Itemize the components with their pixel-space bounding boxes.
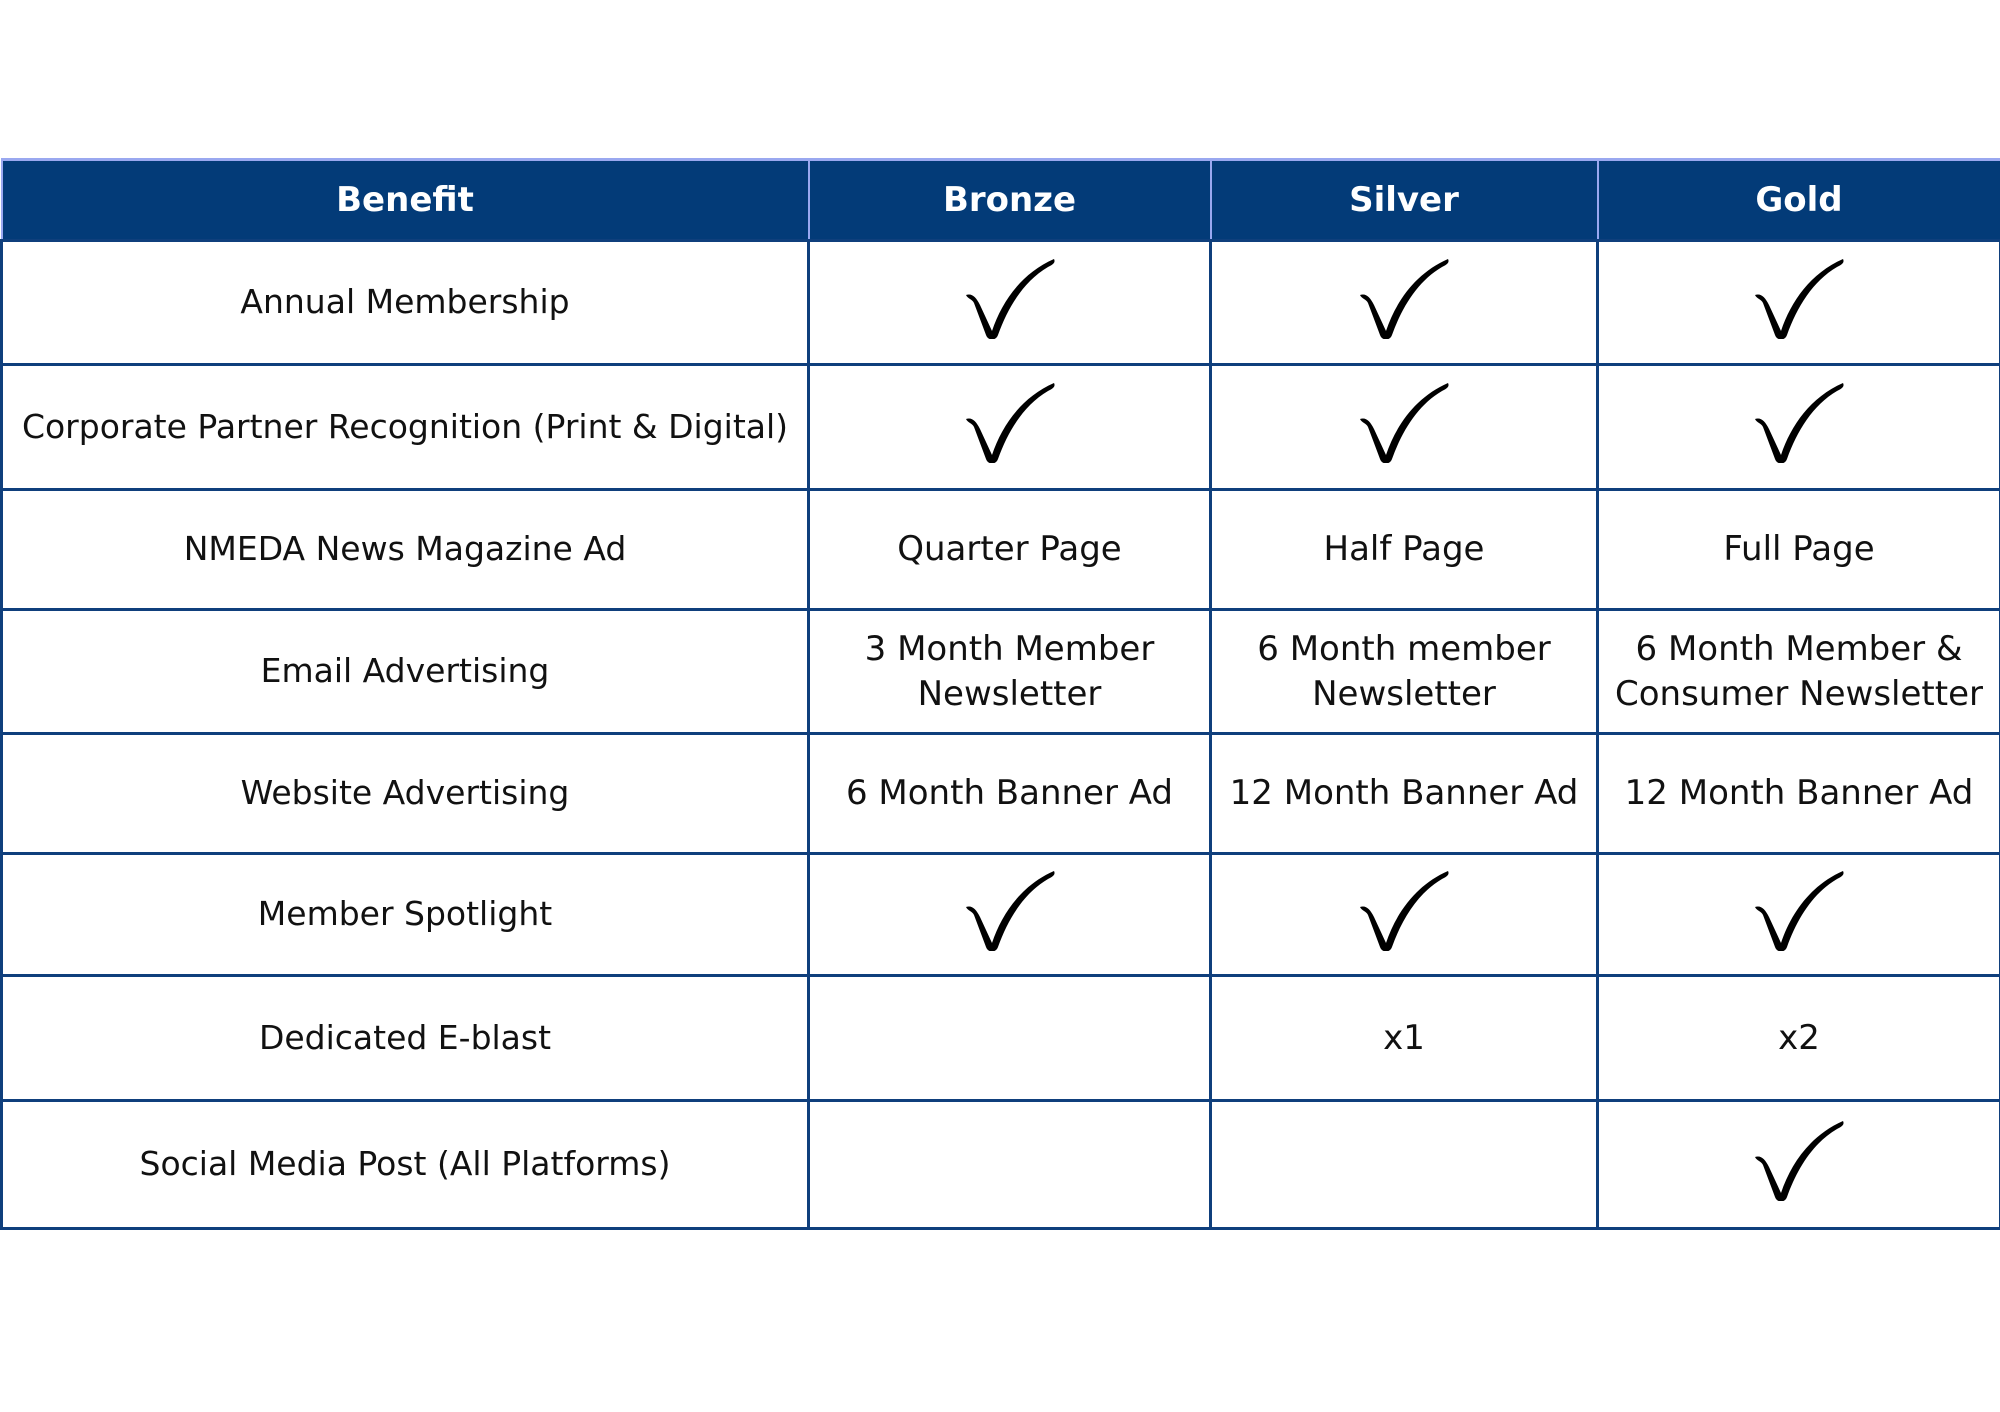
silver-cell: 12 Month Banner Ad (1211, 734, 1598, 854)
gold-cell (1598, 1101, 2000, 1229)
gold-cell (1598, 854, 2000, 976)
benefit-cell: Website Advertising (2, 734, 809, 854)
checkmark-icon (1356, 867, 1452, 951)
table-row (2, 610, 2000, 734)
bronze-cell: 6 Month Banner Ad (809, 734, 1211, 854)
benefit-cell: Corporate Partner Recognition (Print & Digital) (2, 365, 809, 490)
benefit-cell: Member Spotlight (2, 854, 809, 976)
table-row (2, 1101, 2000, 1229)
bronze-cell: Quarter Page (809, 490, 1211, 610)
table-row (2, 976, 2000, 1101)
checkmark-icon (1751, 1117, 1847, 1201)
checkmark-icon (962, 255, 1058, 339)
bronze-cell (809, 1101, 1211, 1229)
header-gold: Gold (1598, 160, 2000, 241)
gold-cell: x2 (1598, 976, 2000, 1101)
benefits-comparison-table (0, 158, 2000, 1230)
bronze-cell (809, 976, 1211, 1101)
table-row (2, 241, 2000, 365)
benefit-cell: Email Advertising (2, 610, 809, 734)
benefit-cell: Annual Membership (2, 241, 809, 365)
checkmark-icon (1751, 379, 1847, 463)
bronze-cell (809, 854, 1211, 976)
silver-cell: x1 (1211, 976, 1598, 1101)
table-row (2, 854, 2000, 976)
gold-cell: 12 Month Banner Ad (1598, 734, 2000, 854)
gold-cell (1598, 365, 2000, 490)
silver-cell (1211, 241, 1598, 365)
table-row (2, 490, 2000, 610)
benefit-cell: Social Media Post (All Platforms) (2, 1101, 809, 1229)
checkmark-icon (1751, 867, 1847, 951)
header-bronze: Bronze (809, 160, 1211, 241)
gold-cell: Full Page (1598, 490, 2000, 610)
header-benefit: Benefit (2, 160, 809, 241)
checkmark-icon (1356, 255, 1452, 339)
silver-cell: 6 Month member Newsletter (1211, 610, 1598, 734)
checkmark-icon (962, 867, 1058, 951)
gold-cell: 6 Month Member & Consumer Newsletter (1598, 610, 2000, 734)
silver-cell (1211, 365, 1598, 490)
bronze-cell (809, 365, 1211, 490)
bronze-cell: 3 Month Member Newsletter (809, 610, 1211, 734)
silver-cell: Half Page (1211, 490, 1598, 610)
checkmark-icon (962, 379, 1058, 463)
benefit-cell: Dedicated E-blast (2, 976, 809, 1101)
header-row (2, 160, 2000, 241)
table-row (2, 365, 2000, 490)
checkmark-icon (1356, 379, 1452, 463)
benefit-cell: NMEDA News Magazine Ad (2, 490, 809, 610)
silver-cell (1211, 854, 1598, 976)
checkmark-icon (1751, 255, 1847, 339)
header-silver: Silver (1211, 160, 1598, 241)
gold-cell (1598, 241, 2000, 365)
silver-cell (1211, 1101, 1598, 1229)
bronze-cell (809, 241, 1211, 365)
table-row (2, 734, 2000, 854)
